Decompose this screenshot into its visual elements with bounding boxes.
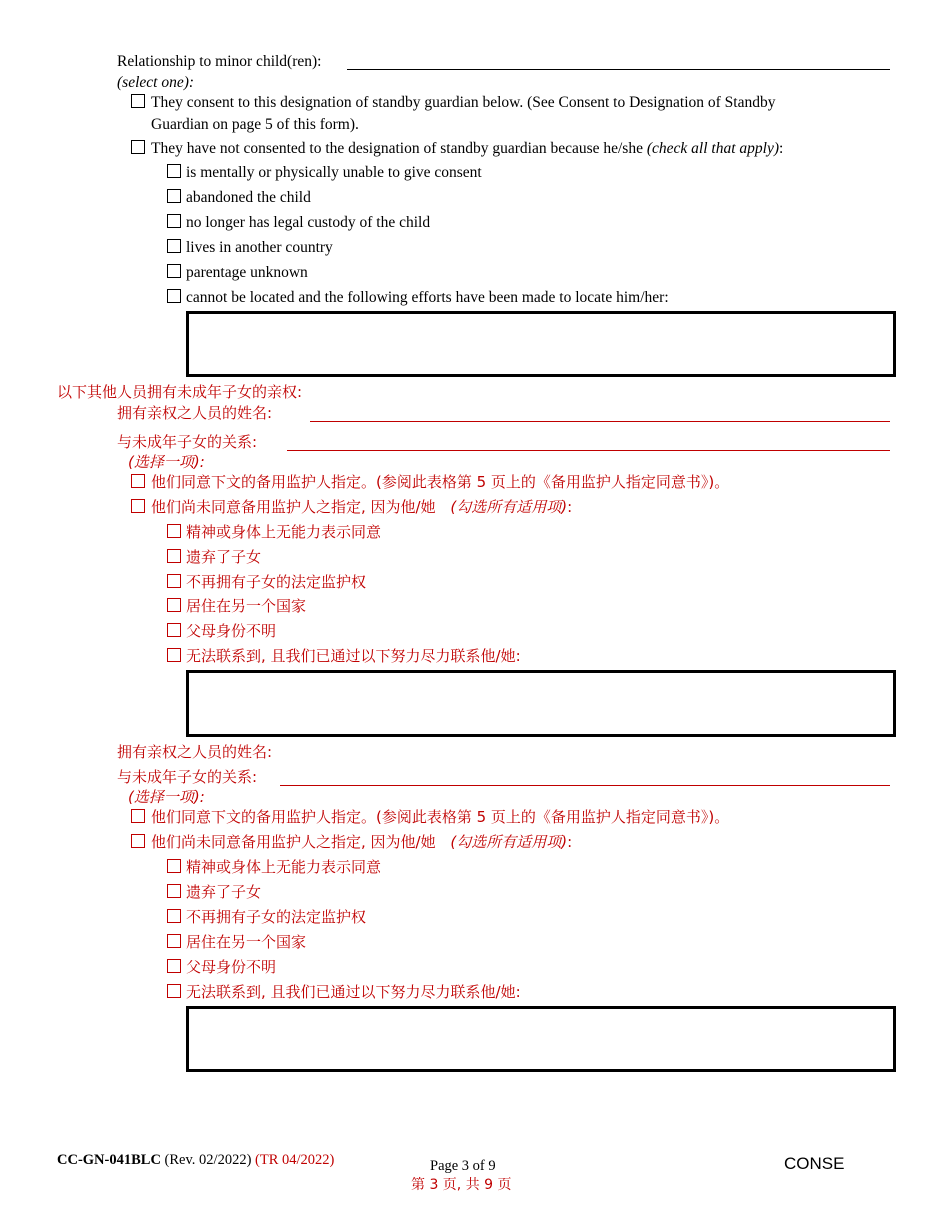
efforts-textbox-zh2[interactable] <box>186 1006 896 1072</box>
not-consented-text: They have not consented to the designation of standby guardian because he/she (check all that apply): <box>151 140 784 157</box>
zh-reason-label: 精神或身体上无能力表示同意 <box>186 523 382 541</box>
zh2-reason-checkbox-parentage-unknown[interactable] <box>167 959 181 973</box>
form-number: CC-GN-041BLC (Rev. 02/2022) (TR 04/2022) <box>57 1152 335 1168</box>
zh-select-one-hint: (选择一项): <box>128 453 205 471</box>
relationship-label: Relationship to minor child(ren): <box>117 53 322 70</box>
zh-reason-label: 不再拥有子女的法定监护权 <box>186 573 367 591</box>
reason-checkbox-unable[interactable] <box>167 164 181 178</box>
zh2-reason-checkbox-another-country[interactable] <box>167 934 181 948</box>
zh2-reason-label: 居住在另一个国家 <box>186 933 307 951</box>
zh-reason-checkbox-abandoned[interactable] <box>167 549 181 563</box>
efforts-textbox-en[interactable] <box>186 311 896 377</box>
zh2-reason-checkbox-abandoned[interactable] <box>167 884 181 898</box>
zh2-select-one-hint: (选择一项): <box>128 788 205 806</box>
zh-relationship-label: 与未成年子女的关系: <box>117 433 258 451</box>
zh-reason-label: 父母身份不明 <box>186 622 277 640</box>
zh-reason-checkbox-no-custody[interactable] <box>167 574 181 588</box>
zh-name-field[interactable] <box>310 421 890 422</box>
zh2-relationship-label: 与未成年子女的关系: <box>117 768 258 786</box>
reason-checkbox-parentage-unknown[interactable] <box>167 264 181 278</box>
efforts-textbox-zh1[interactable] <box>186 670 896 737</box>
zh2-reason-checkbox-cannot-locate[interactable] <box>167 984 181 998</box>
zh-reason-label: 遗弃了子女 <box>186 548 262 566</box>
zh-reason-label: 无法联系到, 且我们已通过以下努力尽力联系他/她: <box>186 647 521 665</box>
zh-consent-checkbox[interactable] <box>131 474 145 488</box>
zh-not-consented-text: 他们尚未同意备用监护人之指定, 因为他/她 (勾选所有适用项): <box>151 498 573 516</box>
zh2-consent-text: 他们同意下文的备用监护人指定。(参阅此表格第 5 页上的《备用监护人指定同意书》)。 <box>151 808 730 826</box>
zh2-relationship-field[interactable] <box>280 785 890 786</box>
zh-reason-checkbox-parentage-unknown[interactable] <box>167 623 181 637</box>
form-title-abbrev: CONSE <box>784 1154 845 1173</box>
reason-label: no longer has legal custody of the child <box>186 214 431 231</box>
zh2-reason-label: 遗弃了子女 <box>186 883 262 901</box>
zh-relationship-field[interactable] <box>287 450 890 451</box>
zh2-consent-checkbox[interactable] <box>131 809 145 823</box>
page-number-en: Page 3 of 9 <box>430 1158 496 1174</box>
consent-text-line1: They consent to this designation of standby guardian below. (See Consent to Designation of Standby <box>151 94 776 111</box>
zh-reason-checkbox-another-country[interactable] <box>167 598 181 612</box>
relationship-field[interactable] <box>347 69 890 70</box>
reason-checkbox-abandoned[interactable] <box>167 189 181 203</box>
zh-reason-checkbox-cannot-locate[interactable] <box>167 648 181 662</box>
reason-checkbox-no-custody[interactable] <box>167 214 181 228</box>
reason-label: lives in another country <box>186 239 333 256</box>
not-consented-checkbox[interactable] <box>131 140 145 154</box>
reason-checkbox-another-country[interactable] <box>167 239 181 253</box>
consent-checkbox[interactable] <box>131 94 145 108</box>
zh2-reason-checkbox-no-custody[interactable] <box>167 909 181 923</box>
zh2-reason-label: 父母身份不明 <box>186 958 277 976</box>
zh-reason-checkbox-unable[interactable] <box>167 524 181 538</box>
zh2-reason-checkbox-unable[interactable] <box>167 859 181 873</box>
zh2-reason-label: 精神或身体上无能力表示同意 <box>186 858 382 876</box>
reason-label: parentage unknown <box>186 264 308 281</box>
zh-name-label: 拥有亲权之人员的姓名: <box>117 404 273 422</box>
page-number-zh: 第 3 页, 共 9 页 <box>411 1177 512 1193</box>
zh-other-persons-heading: 以下其他人员拥有未成年子女的亲权: <box>57 383 303 401</box>
zh2-reason-label: 无法联系到, 且我们已通过以下努力尽力联系他/她: <box>186 983 521 1001</box>
zh2-reason-label: 不再拥有子女的法定监护权 <box>186 908 367 926</box>
consent-text-line2: Guardian on page 5 of this form). <box>151 116 359 133</box>
zh-reason-label: 居住在另一个国家 <box>186 597 307 615</box>
zh-not-consented-checkbox[interactable] <box>131 499 145 513</box>
reason-label: abandoned the child <box>186 189 311 206</box>
zh2-not-consented-text: 他们尚未同意备用监护人之指定, 因为他/她 (勾选所有适用项): <box>151 833 573 851</box>
reason-checkbox-cannot-locate[interactable] <box>167 289 181 303</box>
select-one-hint: (select one): <box>117 74 195 91</box>
zh2-name-label: 拥有亲权之人员的姓名: <box>117 743 273 761</box>
reason-label: cannot be located and the following efforts have been made to locate him/her: <box>186 289 669 306</box>
zh2-not-consented-checkbox[interactable] <box>131 834 145 848</box>
zh-consent-text: 他们同意下文的备用监护人指定。(参阅此表格第 5 页上的《备用监护人指定同意书》)。 <box>151 473 730 491</box>
reason-label: is mentally or physically unable to give consent <box>186 164 482 181</box>
